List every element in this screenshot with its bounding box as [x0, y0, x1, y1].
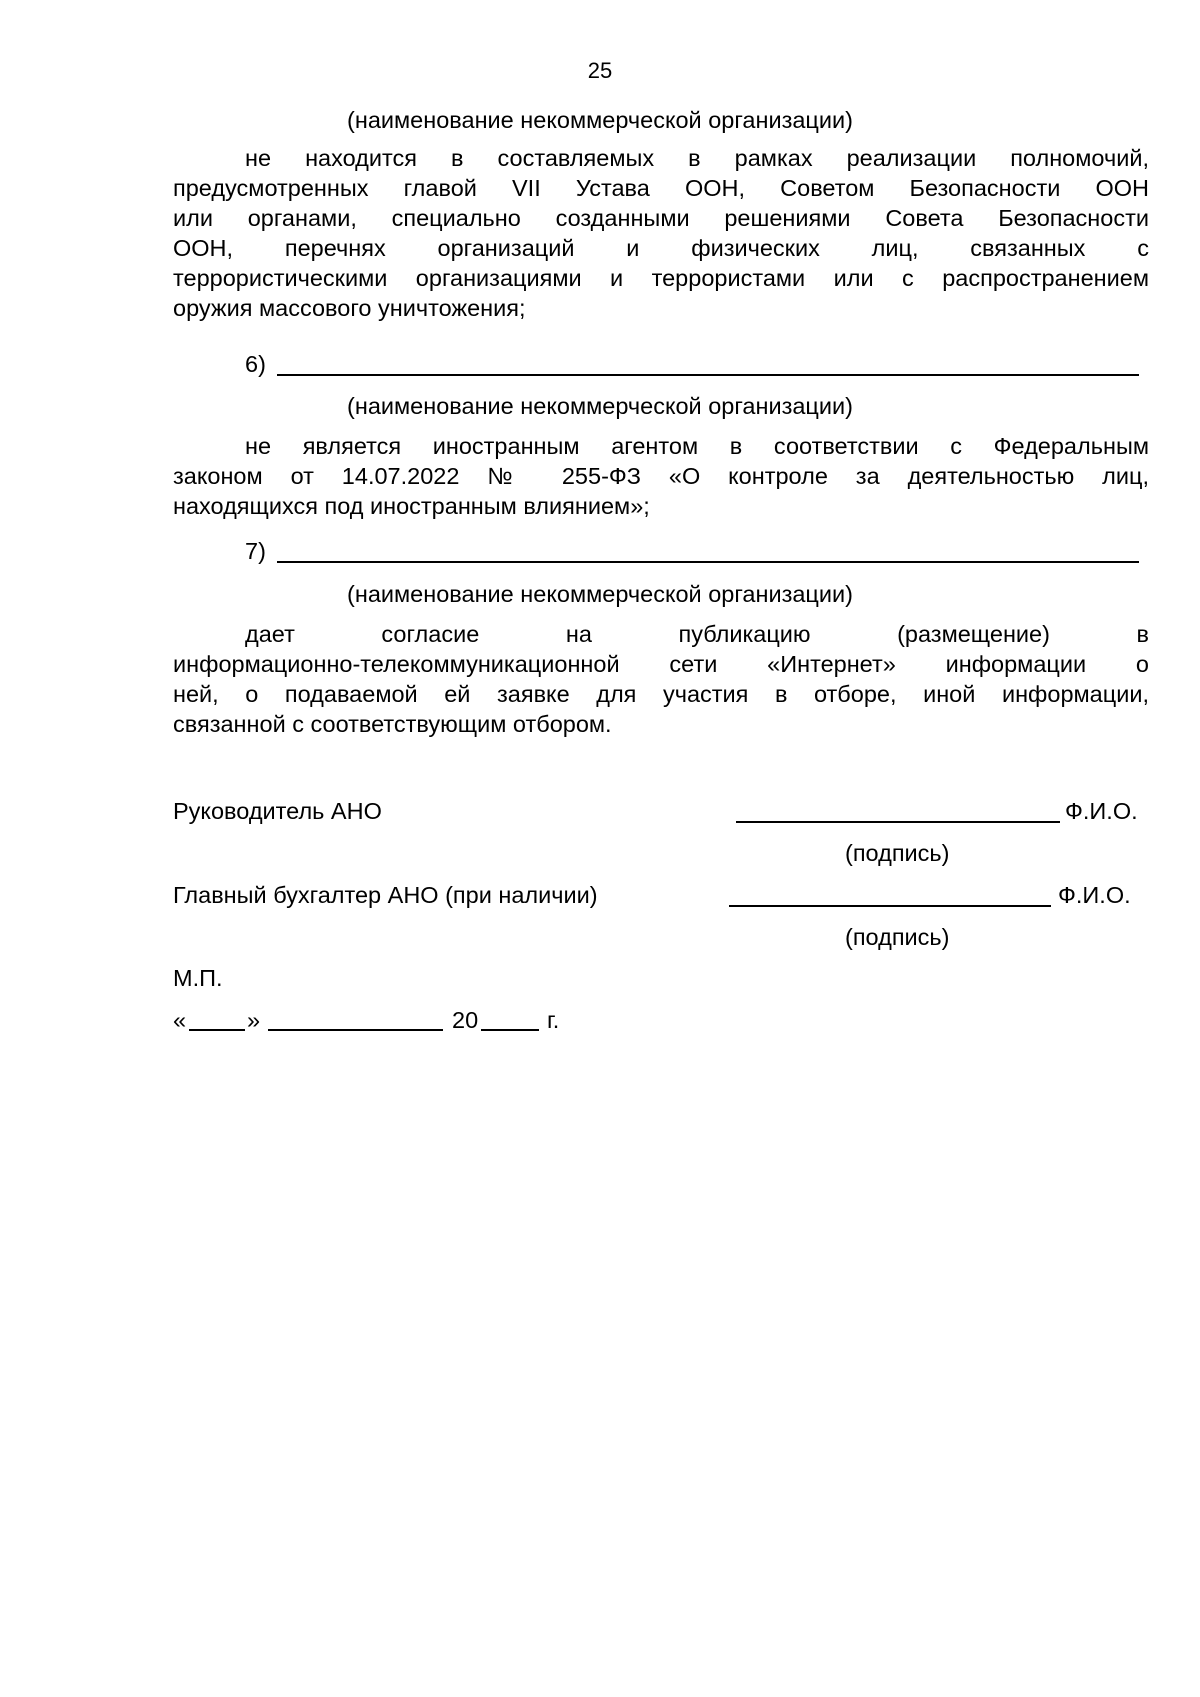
date-close-quote: » [247, 1007, 261, 1033]
accountant-signature-field[interactable] [729, 905, 1051, 907]
item6-org-name-field[interactable] [277, 374, 1139, 376]
accountant-signature-caption: (подпись) [845, 924, 950, 950]
head-fio: Ф.И.О. [1065, 798, 1138, 824]
item7-line-2: информационно-телекоммуникационной сети «Интернет» информации о [173, 651, 1149, 677]
item6-line-1: не является иностранным агентом в соответствии с Федеральным [245, 433, 1149, 459]
para5-line-4: ООН, перечнях организаций и физических лиц, связанных с [173, 235, 1149, 261]
date-year-prefix: 20 [452, 1007, 479, 1033]
date-suffix: г. [547, 1007, 560, 1033]
para5-line-6: оружия массового уничтожения; [173, 295, 526, 321]
head-signature-field[interactable] [736, 821, 1060, 823]
head-signature-caption: (подпись) [845, 840, 950, 866]
head-label: Руководитель АНО [173, 798, 382, 824]
date-open-quote: « [173, 1007, 187, 1033]
item7-line-4: связанной с соответствующим отбором. [173, 711, 612, 737]
accountant-fio: Ф.И.О. [1058, 882, 1131, 908]
para5-line-3: или органами, специально созданными решениями Совета Безопасности [173, 205, 1149, 231]
item6-line-2: законом от 14.07.2022 № 255-ФЗ «О контроле за деятельностью лиц, [173, 463, 1149, 489]
item7-line-1: дает согласие на публикацию (размещение) в [245, 621, 1149, 647]
item6-number: 6) [245, 351, 266, 377]
stamp-label: М.П. [173, 965, 223, 991]
date-year-field[interactable] [481, 1029, 539, 1031]
page-number: 25 [587, 58, 613, 83]
item6-org-name-caption: (наименование некоммерческой организации) [347, 393, 853, 419]
para5-line-2: предусмотренных главой VII Устава ООН, Советом Безопасности ООН [173, 175, 1149, 201]
para5-line-5: террористическими организациями и террористами или с распространением [173, 265, 1149, 291]
org-name-caption: (наименование некоммерческой организации) [347, 107, 853, 133]
item7-line-3: ней, о подаваемой ей заявке для участия в отборе, иной информации, [173, 681, 1149, 707]
item6-line-3: находящихся под иностранным влиянием»; [173, 493, 650, 519]
date-day-field[interactable] [189, 1029, 245, 1031]
para5-line-1: не находится в составляемых в рамках реализации полномочий, [245, 145, 1149, 171]
accountant-label: Главный бухгалтер АНО (при наличии) [173, 882, 598, 908]
date-month-field[interactable] [268, 1029, 443, 1031]
item7-org-name-field[interactable] [277, 561, 1139, 563]
item7-number: 7) [245, 538, 266, 564]
item7-org-name-caption: (наименование некоммерческой организации) [347, 581, 853, 607]
